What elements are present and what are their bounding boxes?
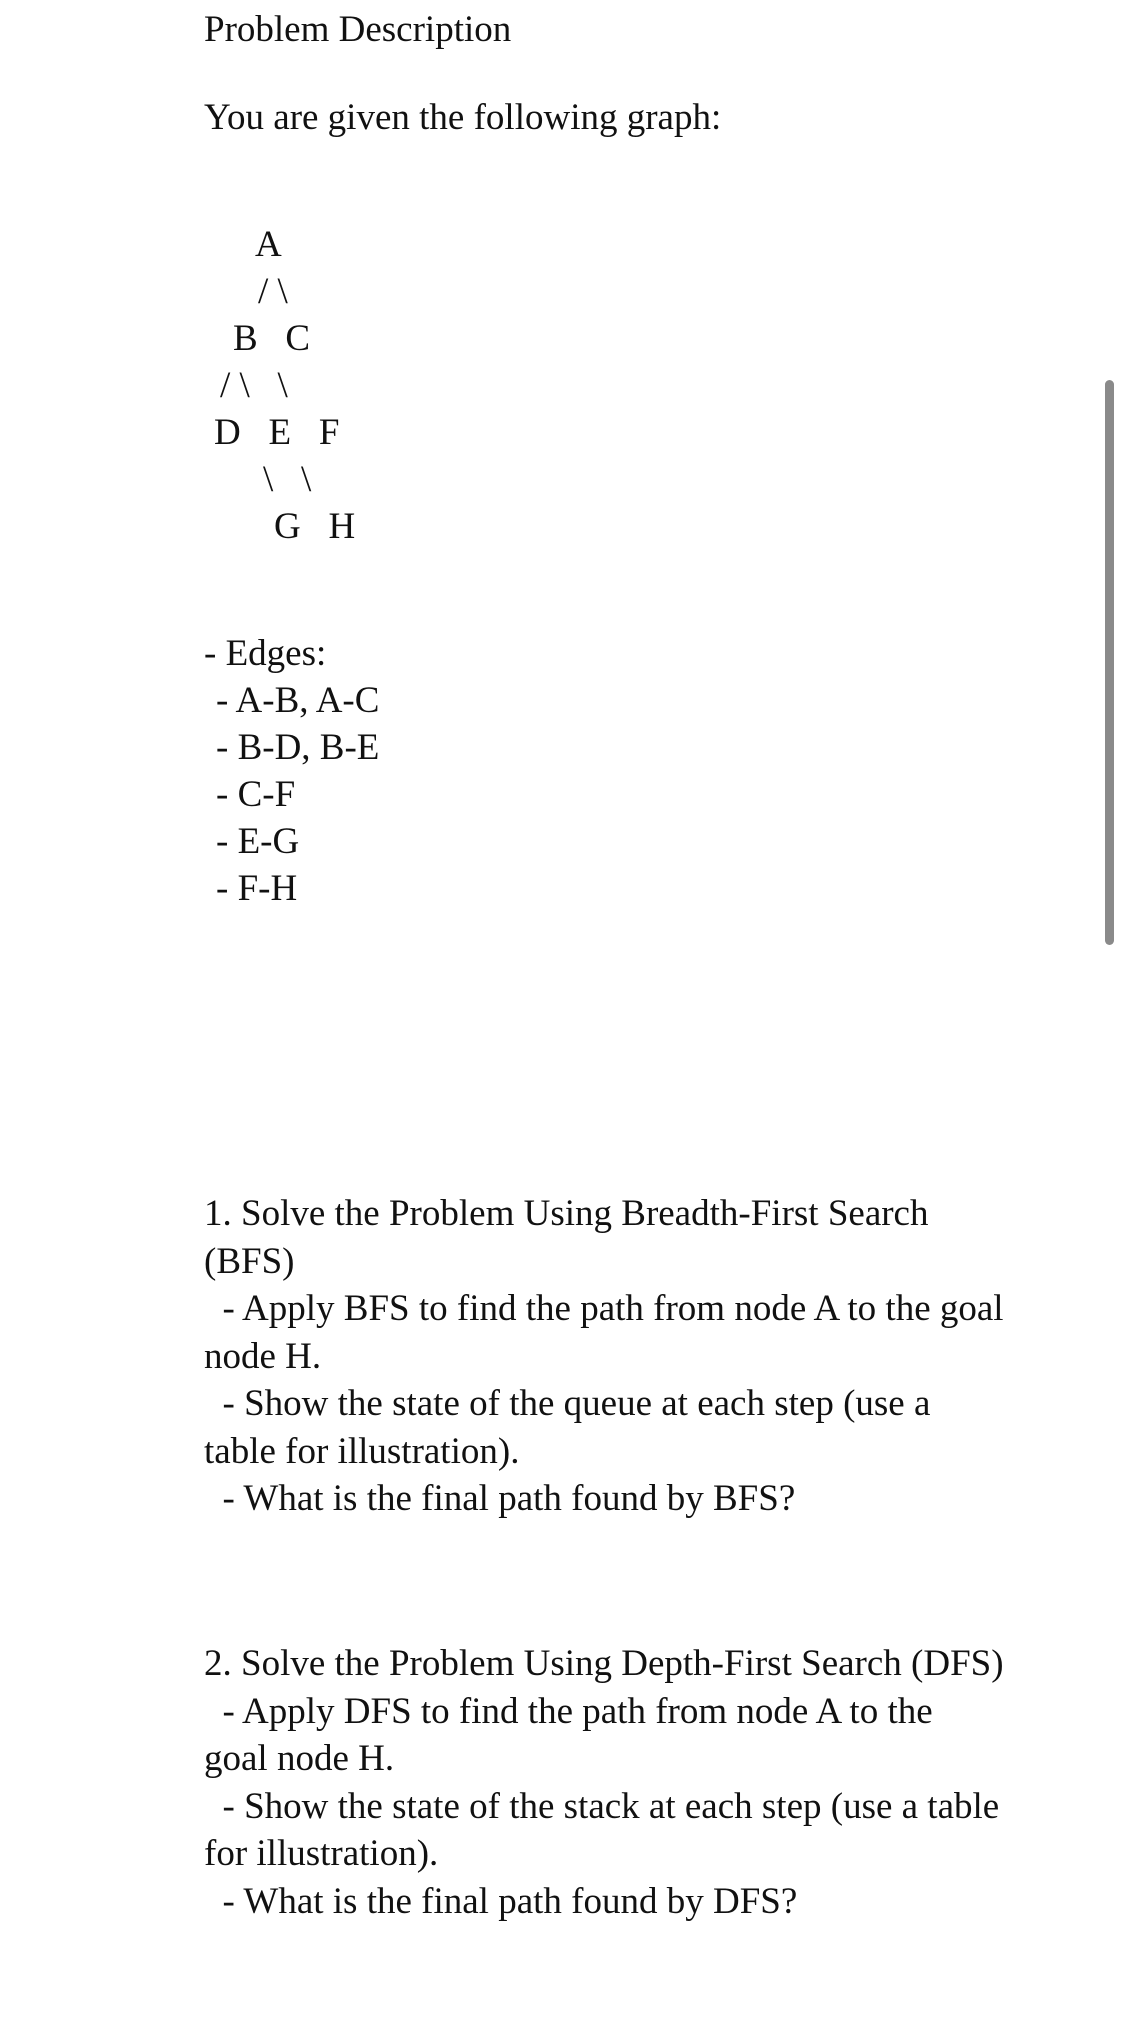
question-item: - What is the final path found by BFS?	[204, 1478, 796, 1519]
question-bfs	[204, 1190, 1013, 1523]
graph-row-6: \ \	[263, 459, 312, 500]
scrollbar[interactable]	[1105, 380, 1114, 945]
edge-item: - A-B, A-C	[216, 680, 380, 721]
question-item: - Apply BFS to find the path from node A to the goal node H.	[204, 1288, 1013, 1377]
edge-item: - F-H	[216, 868, 298, 909]
question-item: - What is the final path found by DFS?	[204, 1880, 798, 1922]
edges-heading: - Edges:	[204, 633, 327, 674]
graph-row-2: / \	[258, 271, 288, 312]
page-title: Problem Description	[204, 9, 512, 50]
question-dfs	[204, 1640, 1009, 1925]
intro-text: You are given the following graph:	[204, 97, 722, 138]
question-item: - Apply DFS to find the path from node A to the goal node H.	[204, 1690, 942, 1779]
edge-item: - B-D, B-E	[216, 727, 380, 768]
question-heading: 1. Solve the Problem Using Breadth-First Search (BFS)	[204, 1193, 938, 1282]
question-item: - Show the state of the queue at each step (use a table for illustration).	[204, 1383, 940, 1472]
edge-item: - E-G	[216, 821, 300, 862]
graph-row-5: D E F	[214, 412, 340, 453]
edge-item: - C-F	[216, 774, 296, 815]
graph-row-1: A	[255, 224, 282, 265]
question-heading: 2. Solve the Problem Using Depth-First Search (DFS)	[204, 1643, 1004, 1684]
graph-row-3: B C	[233, 318, 311, 359]
graph-row-7: G H	[274, 506, 356, 547]
graph-row-4: / \ \	[220, 365, 288, 406]
question-item: - Show the state of the stack at each step (use a table for illustration).	[204, 1785, 1009, 1874]
